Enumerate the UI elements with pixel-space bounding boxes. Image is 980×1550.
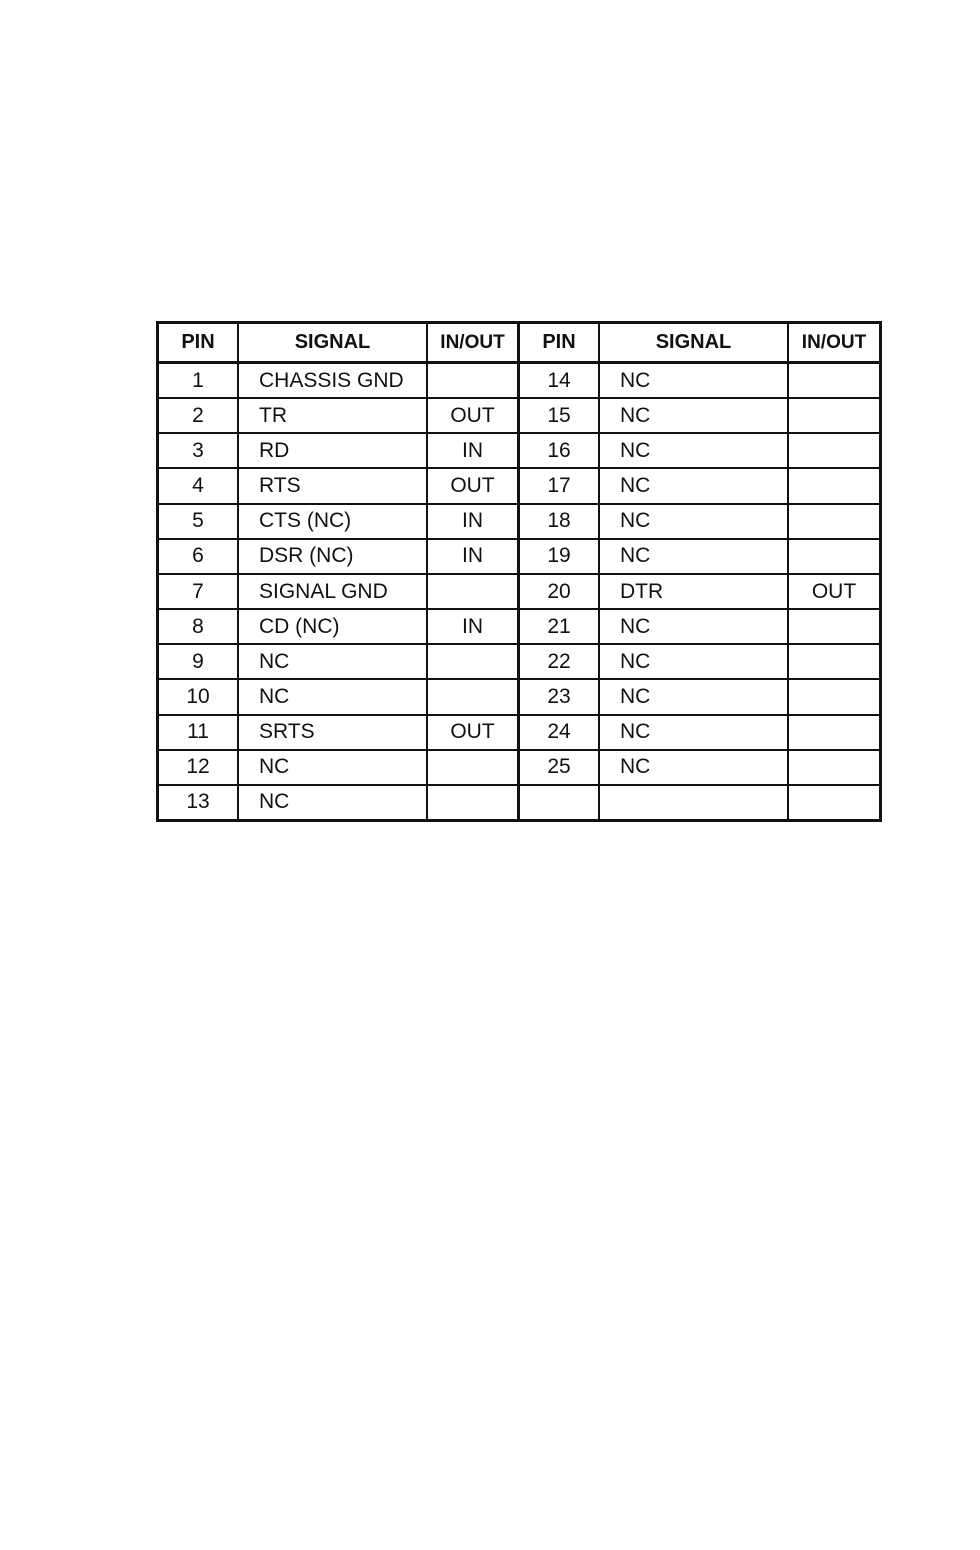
table-row	[159, 434, 517, 469]
pin-assignment-table	[156, 321, 882, 822]
table-row	[520, 610, 879, 645]
pin-cell: 14	[520, 364, 600, 397]
table-row	[520, 680, 879, 715]
header-signal: SIGNAL	[600, 324, 789, 361]
table-row	[520, 786, 879, 819]
in-out-cell	[428, 751, 517, 784]
in-out-cell	[428, 575, 517, 608]
header-pin: PIN	[520, 324, 600, 361]
signal-cell: NC	[600, 751, 789, 784]
signal-cell: SIGNAL GND	[239, 575, 428, 608]
pin-cell: 2	[159, 399, 239, 432]
signal-cell: NC	[600, 610, 789, 643]
pin-cell: 20	[520, 575, 600, 608]
signal-cell: CD (NC)	[239, 610, 428, 643]
signal-cell: RTS	[239, 469, 428, 502]
in-out-cell	[789, 434, 879, 467]
table-row	[159, 540, 517, 575]
signal-cell: NC	[239, 680, 428, 713]
signal-cell: CHASSIS GND	[239, 364, 428, 397]
pin-cell: 3	[159, 434, 239, 467]
pin-cell: 23	[520, 680, 600, 713]
pin-cell: 22	[520, 645, 600, 678]
table-row	[159, 716, 517, 751]
table-row	[520, 434, 879, 469]
in-out-cell: IN	[462, 614, 483, 638]
pin-cell: 19	[520, 540, 600, 573]
signal-cell: CTS (NC)	[239, 505, 428, 538]
in-out-cell	[789, 786, 879, 819]
table-header-row	[520, 324, 879, 364]
pin-cell: 7	[159, 575, 239, 608]
in-out-cell	[789, 540, 879, 573]
table-row	[159, 610, 517, 645]
in-out-cell: IN	[462, 438, 483, 462]
signal-cell: NC	[239, 645, 428, 678]
in-out-cell	[789, 680, 879, 713]
pin-cell: 10	[159, 680, 239, 713]
pin-cell: 24	[520, 716, 600, 749]
table-row	[159, 680, 517, 715]
header-in-out: IN/OUT	[801, 331, 867, 353]
table-row	[520, 575, 879, 610]
in-out-cell	[428, 680, 517, 713]
signal-cell: NC	[239, 751, 428, 784]
pin-cell: 12	[159, 751, 239, 784]
signal-cell: NC	[600, 716, 789, 749]
in-out-cell	[789, 364, 879, 397]
in-out-cell	[789, 716, 879, 749]
header-signal: SIGNAL	[239, 324, 428, 361]
signal-cell	[600, 786, 789, 819]
in-out-cell: OUT	[450, 403, 495, 427]
pin-cell: 13	[159, 786, 239, 819]
table-row	[520, 469, 879, 504]
pin-cell: 16	[520, 434, 600, 467]
signal-cell: NC	[600, 505, 789, 538]
table-row	[159, 751, 517, 786]
pin-cell: 17	[520, 469, 600, 502]
signal-cell: NC	[600, 540, 789, 573]
in-out-cell: OUT	[450, 474, 495, 498]
signal-cell: NC	[600, 645, 789, 678]
pin-cell	[520, 786, 600, 819]
in-out-cell	[789, 610, 879, 643]
pin-cell: 8	[159, 610, 239, 643]
table-row	[159, 645, 517, 680]
table-row	[520, 645, 879, 680]
header-pin: PIN	[159, 324, 239, 361]
signal-cell: NC	[600, 399, 789, 432]
header-in-out: IN/OUT	[440, 331, 505, 353]
table-row	[159, 364, 517, 399]
in-out-cell	[789, 469, 879, 502]
signal-cell: NC	[600, 469, 789, 502]
in-out-cell: IN	[462, 544, 483, 568]
table-row	[520, 751, 879, 786]
table-row	[520, 540, 879, 575]
pin-cell: 21	[520, 610, 600, 643]
table-row	[520, 716, 879, 751]
table-row	[520, 364, 879, 399]
table-row	[159, 786, 517, 819]
table-row	[159, 505, 517, 540]
pin-cell: 5	[159, 505, 239, 538]
table-row	[159, 575, 517, 610]
in-out-cell	[789, 399, 879, 432]
pin-cell: 18	[520, 505, 600, 538]
signal-cell: DTR	[600, 575, 789, 608]
table-row	[520, 399, 879, 434]
table-row	[159, 469, 517, 504]
in-out-cell	[428, 645, 517, 678]
pin-cell: 6	[159, 540, 239, 573]
table-left-half	[159, 324, 520, 819]
table-row	[520, 505, 879, 540]
pin-cell: 25	[520, 751, 600, 784]
in-out-cell: OUT	[450, 720, 495, 744]
signal-cell: RD	[239, 434, 428, 467]
in-out-cell	[428, 786, 517, 819]
signal-cell: NC	[600, 364, 789, 397]
pin-cell: 1	[159, 364, 239, 397]
table-right-half	[520, 324, 879, 819]
in-out-cell	[789, 751, 879, 784]
signal-cell: NC	[600, 434, 789, 467]
in-out-cell	[789, 645, 879, 678]
in-out-cell	[789, 505, 879, 538]
signal-cell: SRTS	[239, 716, 428, 749]
pin-cell: 4	[159, 469, 239, 502]
pin-cell: 9	[159, 645, 239, 678]
in-out-cell: IN	[462, 509, 483, 533]
table-row	[159, 399, 517, 434]
signal-cell: NC	[600, 680, 789, 713]
signal-cell: TR	[239, 399, 428, 432]
in-out-cell: OUT	[811, 579, 857, 603]
in-out-cell	[428, 364, 517, 397]
signal-cell: NC	[239, 786, 428, 819]
signal-cell: DSR (NC)	[239, 540, 428, 573]
table-header-row	[159, 324, 517, 364]
pin-cell: 15	[520, 399, 600, 432]
pin-cell: 11	[159, 716, 239, 749]
